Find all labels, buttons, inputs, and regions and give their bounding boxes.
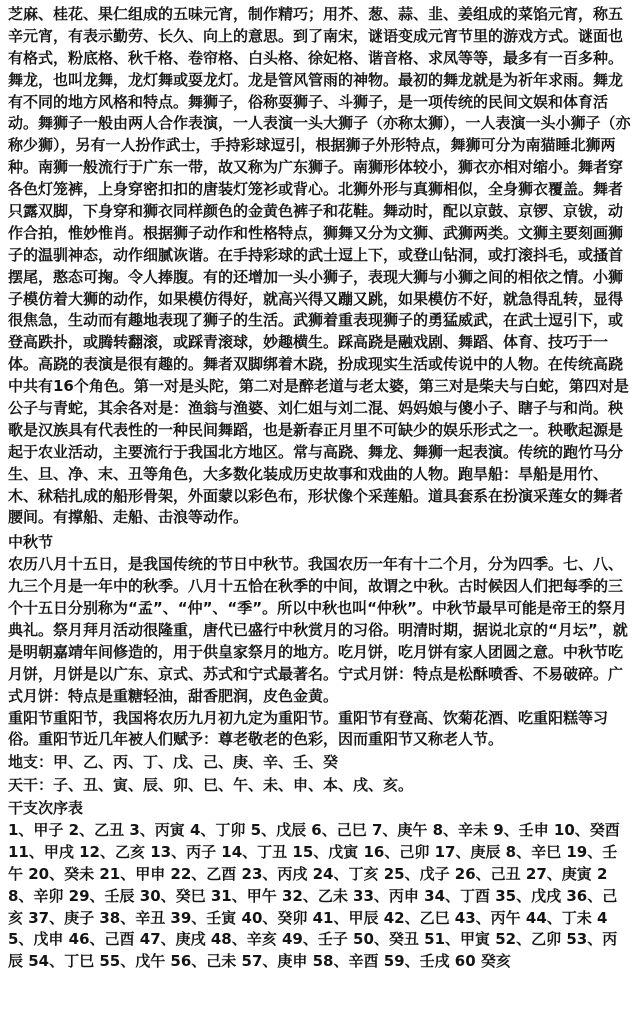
- ganzhi-order-list: 1、甲子 2、乙丑 3、丙寅 4、丁卯 5、戊辰 6、己巳 7、庚午 8、辛未 9、壬申 10、癸酉 11、甲戌 12、乙亥 13、丙子 14、丁丑 15、戊寅 16、己卯 17、庚辰 8、辛巳 19、壬午 20、癸未 21、甲申 22、乙酉 23、丙戌 24、丁亥 25、戊子 26、己丑 27、庚寅 28、辛卯 29、壬辰 30、癸巳 31、甲午 32、乙未 33、丙申 34、丁酉 35、戊戌 36、己亥 37、庚子 38、辛丑 39、壬寅 40、癸卯 41、甲辰 42、乙巳 43、丙午 44、丁未 45、戊申 46、己酉 47、庚戌 48、辛亥 49、壬子 50、癸丑 51、甲寅 52、乙卯 53、丙辰 54、丁巳 55、戊午 56、己未 57、庚申 58、辛酉 59、壬戌 60 癸亥: [8, 820, 626, 971]
- heavenly-stems-line: 天干：子、丑、寅、辰、卯、巳、午、未、申、本、戌、亥。: [8, 776, 414, 795]
- earthly-branches-line: 地支：甲、乙、丙、丁、戊、己、庚、辛、壬、癸: [8, 753, 339, 772]
- double-ninth-paragraph: 重阳节重阳节，我国将农历九月初九定为重阳节。重阳节有登高、饮菊花酒、吃重阳糕等习俗。重阳节近几年被人们赋予：尊老敬老的色彩，因而重阳节又称老人节。: [8, 708, 609, 749]
- festival-customs-paragraph: 芝麻、桂花、果仁组成的五味元宵，制作精巧；用芥、葱、蒜、韭、姜组成的菜馅元宵，称五辛元宵，有表示勤劳、长久、向上的意思。到了南宋，谜语变成元宵节里的游戏方式。谜面也有格式，粉底格、秋千格、卷帘格、白头格、徐妃格、谐音格、求凤等等，最多有一百多种。舞龙，也叫龙舞，龙灯舞或耍龙灯。龙是管风管雨的神物。最初的舞龙就是为祈年求雨。舞龙有不同的地方风格和特点。舞狮子，俗称耍狮子、斗狮子，是一项传统的民间文娱和体育活动。舞狮子一般由两人合作表演，一人表演一头大狮子（亦称太狮），一人表演一头小狮子（亦称少狮），另有一人扮作武士，手持彩球逗引，根据狮子外形特点，舞狮可分为南猫睡北狮两种。南狮一般流行于广东一带，故又称为广东狮子。南狮形体较小，狮衣亦相对缩小。舞者穿各色灯笼裤，上身穿密扣扣的唐装灯笼衫或背心。北狮外形与真狮相似，全身狮衣覆盖。舞者只露双脚，下身穿和狮衣同样颜色的金黄色裤子和花鞋。舞动时，配以京鼓、京锣、京钹，动作合拍，惟妙惟肖。根据狮子动作和性格特点，狮舞又分为文狮、武狮两类。文狮主要刻画狮子的温驯神态，动作细腻诙谐。在手持彩球的武士逗上下，或登山钻洞，或打滚抖毛，或搔首摆尾，憨态可掬。令人捧腹。有的还增加一头小狮子，表现大狮与小狮之间的相依之情。小狮子模仿着大狮的动作，如果模仿得好，就高兴得又蹦又跳，如果模仿不好，就急得乱转，显得很焦急，生动而有趣地表现了狮子的生活。武狮着重表现狮子的勇猛威武，在武士逗引下，或登高跌扑，或腾转翻滚，或踩青滚球，妙趣横生。踩高跷是融戏剧、舞蹈、体育、技巧于一体。高跷的表演是很有趣的。舞者双脚绑着木跷，扮成现实生活或传说中的人物。在传统高跷中共有16个角色。第一对是头陀，第二对是醉老道与老太婆，第三对是柴夫与白蛇，第四对是公子与青蛇，其余各对是：渔翁与渔婆、刘仁姐与刘二混、妈妈娘与傻小子、瞎子与和尚。秧歌是汉族具有代表性的一种民间舞蹈，也是新春正月里不可缺少的娱乐形式之一。秧歌起源是起于农业活动，主要流行于我国北方地区。常与高跷、舞龙、舞狮一起表演。传统的跑竹马分生、旦、净、末、丑等角色，大多数化装成历史故事和戏曲的人物。跑旱船：旱船是用竹、木、秫秸扎成的船形骨架，外面蒙以彩色布，形状像个采莲船。道具套系在扮演采莲女的舞者腰间。有撑船、走船、击浪等动作。: [8, 5, 631, 527]
- ganzhi-table-heading: 干支次序表: [8, 799, 84, 818]
- mid-autumn-heading: 中秋节: [8, 533, 54, 552]
- mid-autumn-paragraph: 农历八月十五日，是我国传统的节日中秋节。我国农历一年有十二个月，分为四季。七、八、九三个月是一年中的秋季。八月十五恰在秋季的中间，故谓之中秋。古时候因人们把每季的三个十五日分别称为“孟”、“仲”、“季”。所以中秋也叫“仲秋”。中秋节最早可能是帝王的祭月典礼。祭月拜月活动很隆重，唐代已盛行中秋赏月的习俗。明清时期，据说北京的“月坛”，就是明朝嘉靖年间修造的，用于供皇家祭月的地方。吃月饼，吃月饼有家人团圆之意。中秋节吃月饼，月饼是以广东、京式、苏式和宁式最著名。宁式月饼：特点是松酥喷香、不易破碎。广式月饼：特点是重糖轻油，甜香肥润，皮色金黄。: [8, 555, 628, 705]
